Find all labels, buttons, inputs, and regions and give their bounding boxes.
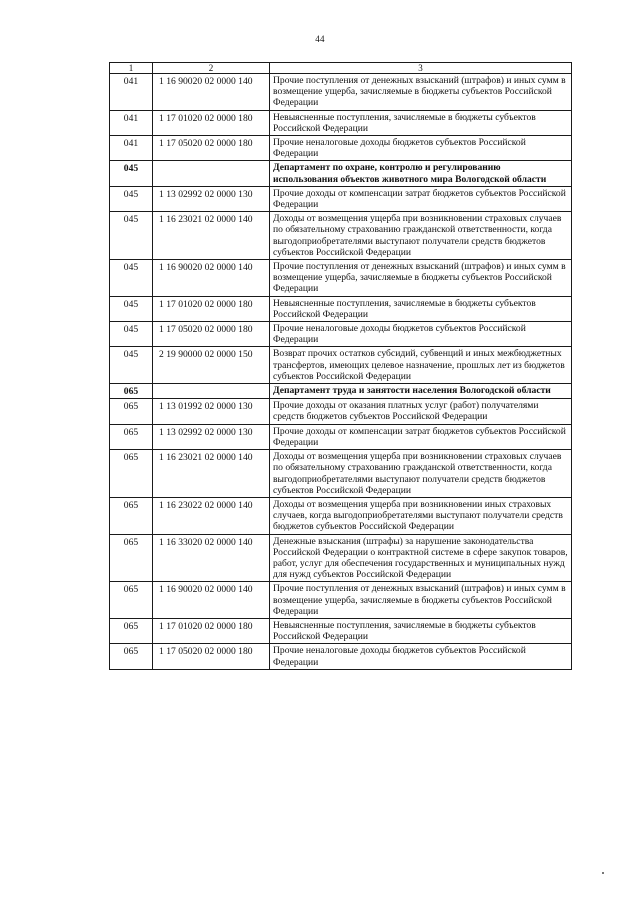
kbk-code-cell: 1 13 01992 02 0000 130	[153, 399, 270, 424]
department-row	[110, 161, 572, 186]
kbk-code-cell	[153, 161, 270, 186]
kbk-code-cell: 1 17 01020 02 0000 180	[153, 110, 270, 135]
admin-code-cell: 041	[110, 136, 153, 161]
kbk-code-cell: 2 19 90000 02 0000 150	[153, 347, 270, 384]
kbk-code-cell: 1 17 05020 02 0000 180	[153, 644, 270, 669]
column-header-admin-code: 1	[110, 63, 153, 74]
admin-code-cell: 045	[110, 322, 153, 347]
admin-code-cell: 045	[110, 296, 153, 321]
table-row	[110, 644, 572, 669]
admin-code-cell: 045	[110, 347, 153, 384]
description-cell: Прочие поступления от денежных взысканий (штрафов) и иных сумм в возмещение ущерба, зачисляемые в бюджеты субъектов Российской Федерации	[270, 260, 572, 297]
table-row	[110, 618, 572, 643]
table-row	[110, 136, 572, 161]
admin-code-cell: 065	[110, 450, 153, 498]
table-row	[110, 347, 572, 384]
table-row	[110, 424, 572, 449]
kbk-code-cell: 1 16 90020 02 0000 140	[153, 582, 270, 619]
description-cell: Прочие поступления от денежных взысканий (штрафов) и иных сумм в возмещение ущерба, зачисляемые в бюджеты субъектов Российской Федерации	[270, 74, 572, 111]
admin-code-cell: 045	[110, 260, 153, 297]
kbk-code-cell: 1 16 90020 02 0000 140	[153, 74, 270, 111]
table-row	[110, 260, 572, 297]
description-cell: Прочие доходы от оказания платных услуг (работ) получателями средств бюджетов субъектов Российской Федерации	[270, 399, 572, 424]
kbk-code-cell: 1 17 05020 02 0000 180	[153, 322, 270, 347]
table-row	[110, 534, 572, 582]
scan-dot-mark	[602, 872, 604, 874]
description-cell: Доходы от возмещения ущерба при возникновении страховых случаев по обязательному страхованию гражданской ответственности, когда выгодоприобретателями выступают получатели средств бюджетов субъектов Российской Федерации	[270, 212, 572, 260]
department-row	[110, 384, 572, 399]
department-name-cell: Департамент по охране, контролю и регулированию использования объектов животного мира Вологодской области	[270, 161, 572, 186]
kbk-code-cell: 1 17 05020 02 0000 180	[153, 136, 270, 161]
column-header-description: 3	[270, 63, 572, 74]
revenue-codes-table	[109, 62, 572, 670]
kbk-code-cell: 1 16 23021 02 0000 140	[153, 212, 270, 260]
table-row	[110, 212, 572, 260]
description-cell: Прочие доходы от компенсации затрат бюджетов субъектов Российской Федерации	[270, 186, 572, 211]
table-row	[110, 110, 572, 135]
table-row	[110, 186, 572, 211]
kbk-code-cell: 1 16 90020 02 0000 140	[153, 260, 270, 297]
description-cell: Невыясненные поступления, зачисляемые в бюджеты субъектов Российской Федерации	[270, 110, 572, 135]
kbk-code-cell: 1 16 23021 02 0000 140	[153, 450, 270, 498]
admin-code-cell: 065	[110, 384, 153, 399]
table-row	[110, 497, 572, 534]
kbk-code-cell: 1 17 01020 02 0000 180	[153, 296, 270, 321]
department-name-cell: Департамент труда и занятости населения Вологодской области	[270, 384, 572, 399]
table-row	[110, 450, 572, 498]
kbk-code-cell: 1 13 02992 02 0000 130	[153, 424, 270, 449]
column-header-kbk-code: 2	[153, 63, 270, 74]
description-cell: Прочие неналоговые доходы бюджетов субъектов Российской Федерации	[270, 644, 572, 669]
admin-code-cell: 065	[110, 399, 153, 424]
admin-code-cell: 045	[110, 186, 153, 211]
admin-code-cell: 065	[110, 644, 153, 669]
kbk-code-cell: 1 13 02992 02 0000 130	[153, 186, 270, 211]
table-row	[110, 74, 572, 111]
admin-code-cell: 065	[110, 497, 153, 534]
admin-code-cell: 065	[110, 534, 153, 582]
table-header-row	[110, 63, 572, 74]
description-cell: Невыясненные поступления, зачисляемые в бюджеты субъектов Российской Федерации	[270, 618, 572, 643]
description-cell: Денежные взыскания (штрафы) за нарушение законодательства Российской Федерации о контрактной системе в сфере закупок товаров, работ, услуг для обеспечения государственных и муниципальных нужд для нужд субъектов Российской Федерации	[270, 534, 572, 582]
description-cell: Прочие доходы от компенсации затрат бюджетов субъектов Российской Федерации	[270, 424, 572, 449]
table-row	[110, 296, 572, 321]
table-row	[110, 322, 572, 347]
description-cell: Доходы от возмещения ущерба при возникновении иных страховых случаев, когда выгодоприобретателями выступают получатели средств бюджетов субъектов Российской Федерации	[270, 497, 572, 534]
description-cell: Прочие поступления от денежных взысканий (штрафов) и иных сумм в возмещение ущерба, зачисляемые в бюджеты субъектов Российской Федерации	[270, 582, 572, 619]
admin-code-cell: 065	[110, 424, 153, 449]
admin-code-cell: 045	[110, 161, 153, 186]
kbk-code-cell: 1 17 01020 02 0000 180	[153, 618, 270, 643]
description-cell: Прочие неналоговые доходы бюджетов субъектов Российской Федерации	[270, 136, 572, 161]
admin-code-cell: 045	[110, 212, 153, 260]
page-number: 44	[315, 34, 325, 44]
table-row	[110, 399, 572, 424]
admin-code-cell: 065	[110, 582, 153, 619]
kbk-code-cell: 1 16 23022 02 0000 140	[153, 497, 270, 534]
description-cell: Невыясненные поступления, зачисляемые в бюджеты субъектов Российской Федерации	[270, 296, 572, 321]
description-cell: Возврат прочих остатков субсидий, субвенций и иных межбюджетных трансфертов, имеющих целевое назначение, прошлых лет из бюджетов субъектов Российской Федерации	[270, 347, 572, 384]
table-row	[110, 582, 572, 619]
description-cell: Прочие неналоговые доходы бюджетов субъектов Российской Федерации	[270, 322, 572, 347]
table-body	[110, 74, 572, 670]
admin-code-cell: 065	[110, 618, 153, 643]
admin-code-cell: 041	[110, 74, 153, 111]
description-cell: Доходы от возмещения ущерба при возникновении страховых случаев по обязательному страхованию гражданской ответственности, когда выгодоприобретателями выступают получатели средств бюджетов субъектов Российской Федерации	[270, 450, 572, 498]
kbk-code-cell: 1 16 33020 02 0000 140	[153, 534, 270, 582]
admin-code-cell: 041	[110, 110, 153, 135]
kbk-code-cell	[153, 384, 270, 399]
